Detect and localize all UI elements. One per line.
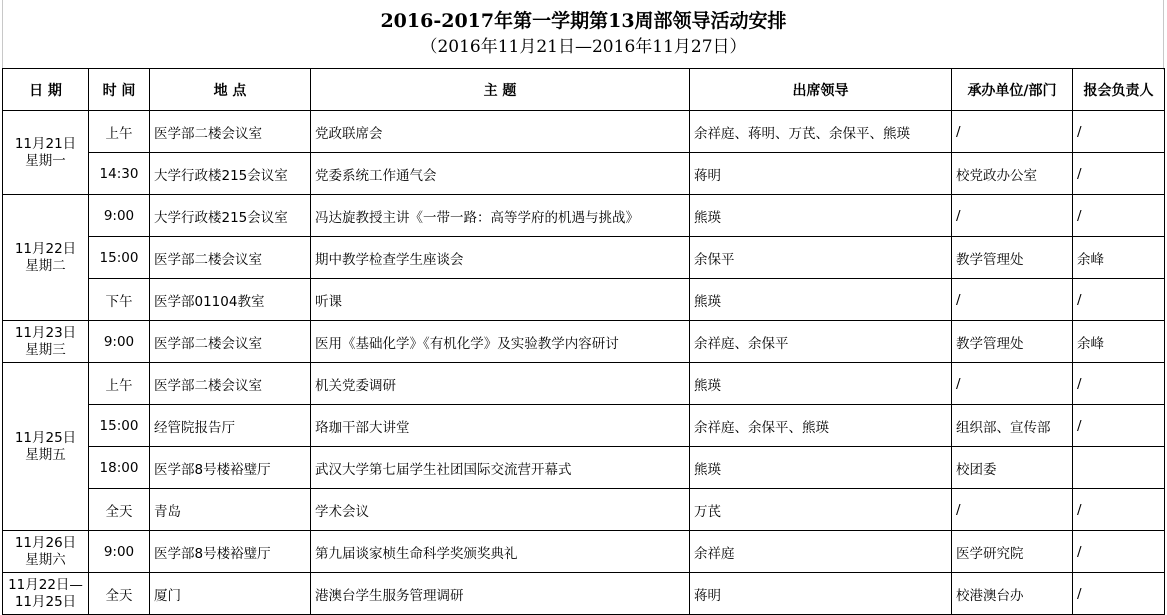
table-row bbox=[3, 237, 1165, 279]
place-cell: 医学部二楼会议室 bbox=[150, 363, 311, 405]
topic-cell: 党委系统工作通气会 bbox=[311, 153, 690, 195]
organizer-cell: 校港澳台办 bbox=[952, 573, 1073, 615]
topic-cell: 珞珈干部大讲堂 bbox=[311, 405, 690, 447]
contact-cell: / bbox=[1073, 489, 1165, 531]
place-cell: 青岛 bbox=[150, 489, 311, 531]
table-row bbox=[3, 111, 1165, 153]
place-cell: 经管院报告厅 bbox=[150, 405, 311, 447]
table-row bbox=[3, 279, 1165, 321]
time-cell: 15:00 bbox=[89, 405, 150, 447]
date-label: 11月22日— bbox=[8, 576, 83, 593]
topic-cell: 机关党委调研 bbox=[311, 363, 690, 405]
topic-cell: 第九届谈家桢生命科学奖颁奖典礼 bbox=[311, 531, 690, 573]
time-cell: 全天 bbox=[89, 573, 150, 615]
topic-cell: 期中教学检查学生座谈会 bbox=[311, 237, 690, 279]
contact-cell: / bbox=[1073, 279, 1165, 321]
time-cell: 9:00 bbox=[89, 321, 150, 363]
contact-cell: / bbox=[1073, 405, 1165, 447]
organizer-cell: / bbox=[952, 111, 1073, 153]
contact-cell: / bbox=[1073, 111, 1165, 153]
place-cell: 厦门 bbox=[150, 573, 311, 615]
leaders-cell: 蒋明 bbox=[690, 573, 952, 615]
table-row bbox=[3, 195, 1165, 237]
date-cell bbox=[3, 363, 89, 531]
date-label: 11月22日 bbox=[14, 240, 77, 257]
leaders-cell: 余祥庭、余保平 bbox=[690, 321, 952, 363]
organizer-cell: 组织部、宣传部 bbox=[952, 405, 1073, 447]
topic-cell: 学术会议 bbox=[311, 489, 690, 531]
time-cell: 9:00 bbox=[89, 195, 150, 237]
table-row bbox=[3, 531, 1165, 573]
weekday-label: 11月25日 bbox=[14, 593, 77, 610]
time-cell: 14:30 bbox=[89, 153, 150, 195]
organizer-cell: 教学管理处 bbox=[952, 321, 1073, 363]
header-topic: 主 题 bbox=[311, 69, 690, 111]
date-cell bbox=[3, 111, 89, 195]
contact-cell: 余峰 bbox=[1073, 237, 1165, 279]
date-label: 11月23日 bbox=[14, 324, 77, 341]
header-date: 日 期 bbox=[3, 69, 89, 111]
place-cell: 医学部8号楼裕璧厅 bbox=[150, 447, 311, 489]
leaders-cell: 熊瑛 bbox=[690, 279, 952, 321]
table-row bbox=[3, 153, 1165, 195]
organizer-cell: 医学研究院 bbox=[952, 531, 1073, 573]
schedule-body bbox=[3, 111, 1165, 615]
organizer-cell: 校党政办公室 bbox=[952, 153, 1073, 195]
contact-cell: / bbox=[1073, 573, 1165, 615]
topic-cell: 医用《基础化学》《有机化学》及实验教学内容研讨 bbox=[311, 321, 690, 363]
contact-cell bbox=[1073, 447, 1165, 489]
leaders-cell: 余祥庭、蒋明、万芪、余保平、熊瑛 bbox=[690, 111, 952, 153]
page-title: 2016-2017年第一学期第13周部领导活动安排 bbox=[380, 10, 787, 32]
leaders-cell: 余祥庭 bbox=[690, 531, 952, 573]
date-label: 11月25日 bbox=[14, 429, 77, 446]
place-cell: 医学部8号楼裕璧厅 bbox=[150, 531, 311, 573]
date-label: 11月26日 bbox=[14, 534, 77, 551]
time-cell: 上午 bbox=[89, 363, 150, 405]
date-cell bbox=[3, 195, 89, 321]
place-cell: 医学部二楼会议室 bbox=[150, 237, 311, 279]
time-cell: 15:00 bbox=[89, 237, 150, 279]
schedule-table bbox=[2, 68, 1165, 615]
date-label: 11月21日 bbox=[14, 135, 77, 152]
table-row bbox=[3, 363, 1165, 405]
table-row bbox=[3, 573, 1165, 615]
leaders-cell: 余保平 bbox=[690, 237, 952, 279]
contact-cell: / bbox=[1073, 531, 1165, 573]
organizer-cell: / bbox=[952, 489, 1073, 531]
topic-cell: 党政联席会 bbox=[311, 111, 690, 153]
weekday-label: 星期六 bbox=[25, 551, 66, 568]
date-cell bbox=[3, 531, 89, 573]
contact-cell: 余峰 bbox=[1073, 321, 1165, 363]
topic-cell: 听课 bbox=[311, 279, 690, 321]
leaders-cell: 余祥庭、余保平、熊瑛 bbox=[690, 405, 952, 447]
header-contact: 报会负责人 bbox=[1073, 69, 1165, 111]
date-cell bbox=[3, 321, 89, 363]
weekday-label: 星期三 bbox=[25, 341, 66, 358]
table-row bbox=[3, 405, 1165, 447]
leaders-cell: 蒋明 bbox=[690, 153, 952, 195]
contact-cell: / bbox=[1073, 363, 1165, 405]
time-cell: 下午 bbox=[89, 279, 150, 321]
contact-cell: / bbox=[1073, 153, 1165, 195]
time-cell: 18:00 bbox=[89, 447, 150, 489]
header-organizer: 承办单位/部门 bbox=[952, 69, 1073, 111]
leaders-cell: 熊瑛 bbox=[690, 195, 952, 237]
contact-cell: / bbox=[1073, 195, 1165, 237]
leaders-cell: 万芪 bbox=[690, 489, 952, 531]
header-time: 时 间 bbox=[89, 69, 150, 111]
time-cell: 全天 bbox=[89, 489, 150, 531]
weekday-label: 星期五 bbox=[25, 446, 66, 463]
topic-cell: 港澳台学生服务管理调研 bbox=[311, 573, 690, 615]
weekday-label: 星期一 bbox=[25, 152, 66, 169]
header-row bbox=[3, 69, 1165, 111]
time-cell: 上午 bbox=[89, 111, 150, 153]
table-row bbox=[3, 489, 1165, 531]
time-cell: 9:00 bbox=[89, 531, 150, 573]
organizer-cell: 教学管理处 bbox=[952, 237, 1073, 279]
weekday-label: 星期二 bbox=[25, 257, 66, 274]
table-row bbox=[3, 321, 1165, 363]
place-cell: 医学部二楼会议室 bbox=[150, 111, 311, 153]
organizer-cell: / bbox=[952, 279, 1073, 321]
organizer-cell: / bbox=[952, 363, 1073, 405]
topic-cell: 冯达旋教授主讲《一带一路：高等学府的机遇与挑战》 bbox=[311, 195, 690, 237]
organizer-cell: / bbox=[952, 195, 1073, 237]
topic-cell: 武汉大学第七届学生社团国际交流营开幕式 bbox=[311, 447, 690, 489]
leaders-cell: 熊瑛 bbox=[690, 447, 952, 489]
place-cell: 医学部01104教室 bbox=[150, 279, 311, 321]
date-cell bbox=[3, 573, 89, 615]
place-cell: 医学部二楼会议室 bbox=[150, 321, 311, 363]
place-cell: 大学行政楼215会议室 bbox=[150, 153, 311, 195]
header-place: 地 点 bbox=[150, 69, 311, 111]
place-cell: 大学行政楼215会议室 bbox=[150, 195, 311, 237]
header-leaders: 出席领导 bbox=[690, 69, 952, 111]
table-row bbox=[3, 447, 1165, 489]
page-subtitle: （2016年11月21日—2016年11月27日） bbox=[420, 37, 747, 57]
organizer-cell: 校团委 bbox=[952, 447, 1073, 489]
leaders-cell: 熊瑛 bbox=[690, 363, 952, 405]
